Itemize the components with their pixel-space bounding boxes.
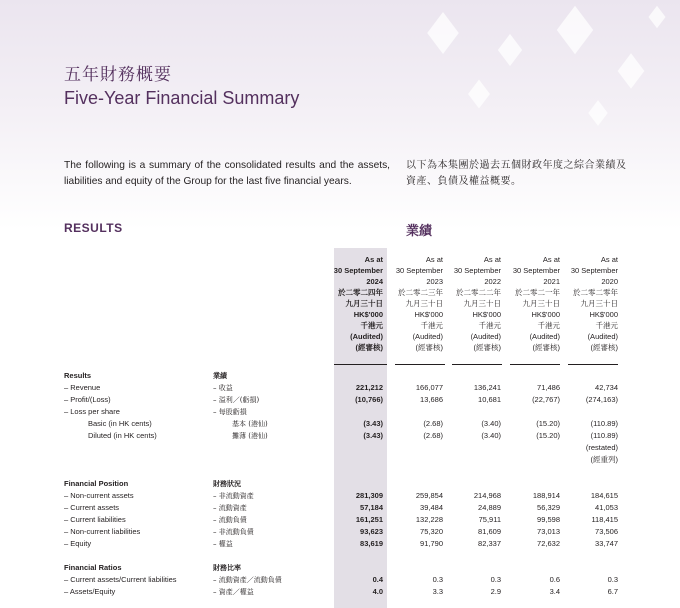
- cell-value: (274,163): [585, 395, 618, 404]
- row-label: – Current liabilities: [64, 515, 126, 524]
- cell-value: 56,329: [537, 503, 560, 512]
- column-header: [560, 254, 618, 353]
- cell-value: 136,241: [473, 383, 501, 392]
- column-header-line: 2023: [426, 277, 443, 286]
- decor-cube: [588, 100, 607, 126]
- column-header-line: As at: [600, 255, 618, 264]
- intro-text: The following is a summary of the consolidated results and the assets, liabilities and equity of the Group for the last five financial years.: [64, 160, 390, 187]
- column-header-line: (經審核): [590, 343, 618, 352]
- column-header-line: (Audited): [529, 332, 560, 341]
- table-row: [0, 586, 680, 598]
- column-header-line: 2020: [601, 277, 618, 286]
- cell-value: 24,889: [478, 503, 501, 512]
- column-header-line: (Audited): [350, 332, 383, 341]
- row-label-zh: 財務狀況: [213, 480, 241, 488]
- column-header-line: (Audited): [587, 332, 618, 341]
- cell-value: 259,854: [415, 491, 443, 500]
- cell-value: 3.4: [549, 587, 560, 596]
- table-row: [0, 490, 680, 502]
- column-header-line: 於二零二二年: [456, 288, 501, 297]
- header-rule: [568, 364, 618, 365]
- cell-value: (3.40): [481, 419, 501, 428]
- cell-value: 166,077: [415, 383, 443, 392]
- row-label-zh: – 資產／權益: [213, 588, 254, 596]
- column-header: [325, 254, 383, 353]
- cell-value: 83,619: [360, 539, 383, 548]
- column-header-line: 千港元: [360, 321, 383, 330]
- decor-cube: [468, 79, 490, 108]
- row-label: Financial Ratios: [64, 563, 122, 572]
- cell-value: 33,747: [595, 539, 618, 548]
- cell-value: 214,968: [473, 491, 501, 500]
- column-header-line: 九月三十日: [463, 299, 501, 308]
- cell-value: (2.68): [423, 419, 443, 428]
- column-header-line: 30 September: [512, 266, 560, 275]
- table-row: [0, 502, 680, 514]
- cell-value: 0.3: [432, 575, 443, 584]
- header-rule: [395, 364, 445, 365]
- intro-text-zh: 以下為本集團於過去五個財政年度之綜合業績及資產、負債及權益概要。: [406, 160, 627, 187]
- column-header-line: 30 September: [395, 266, 443, 275]
- column-header-line: 九月三十日: [345, 299, 383, 308]
- row-label-zh: – 每股虧損: [213, 408, 247, 416]
- row-label: – Non-current liabilities: [64, 527, 141, 536]
- column-header-line: 於二零二一年: [515, 288, 560, 297]
- column-header-line: HK$'000: [531, 310, 560, 319]
- row-label: – Current assets: [64, 503, 120, 512]
- table-row: [0, 406, 680, 418]
- cell-value: 82,337: [478, 539, 501, 548]
- cell-value: 75,320: [420, 527, 443, 536]
- header-rule: [510, 364, 560, 365]
- row-label-zh: – 流動資產: [213, 504, 247, 512]
- row-label-zh: 財務比率: [213, 564, 241, 572]
- table-row: [0, 394, 680, 406]
- cell-value: 0.6: [549, 575, 560, 584]
- column-header-line: 2024: [366, 277, 383, 286]
- section-heading-zh: 業績: [406, 224, 433, 239]
- column-header-line: 於二零二三年: [398, 288, 443, 297]
- cell-value: 57,184: [360, 503, 383, 512]
- table-row: [0, 562, 680, 574]
- column-header-line: As at: [542, 255, 560, 264]
- table-row: [0, 430, 680, 442]
- column-header-line: HK$'000: [414, 310, 443, 319]
- column-header-line: As at: [364, 255, 383, 264]
- cell-value: 10,681: [478, 395, 501, 404]
- cell-value: 161,251: [355, 515, 383, 524]
- column-header-line: (經審核): [415, 343, 443, 352]
- column-header-line: 30 September: [570, 266, 618, 275]
- header-background: [0, 0, 680, 230]
- cell-value: (restated): [585, 443, 618, 452]
- column-header-line: (Audited): [470, 332, 501, 341]
- row-label: – Loss per share: [64, 407, 120, 416]
- column-header-line: 30 September: [333, 266, 383, 275]
- column-header-line: 千港元: [537, 321, 560, 330]
- cell-value: 72,632: [537, 539, 560, 548]
- cell-value: 6.7: [607, 587, 618, 596]
- row-label: – Profit/(Loss): [64, 395, 111, 404]
- section-heading: RESULTS: [64, 221, 123, 235]
- cell-value: 188,914: [532, 491, 560, 500]
- row-label: Results: [64, 371, 92, 380]
- table-row: [0, 538, 680, 550]
- row-label: – Equity: [64, 539, 92, 548]
- cell-value: 118,415: [591, 515, 618, 524]
- cell-value: 75,911: [478, 515, 501, 524]
- cell-value: 0.3: [607, 575, 618, 584]
- column-header-line: As at: [483, 255, 501, 264]
- row-label-zh: 業績: [213, 372, 227, 380]
- column-header-line: 千港元: [595, 321, 618, 330]
- row-label: – Non-current assets: [64, 491, 134, 500]
- column-header: [502, 254, 560, 353]
- cell-value: (3.43): [363, 431, 383, 440]
- cell-value: 184,615: [590, 491, 618, 500]
- table-row: [0, 514, 680, 526]
- decor-cube: [618, 53, 645, 88]
- page-title-zh: 五年財務概要: [64, 65, 172, 85]
- cell-value: 13,686: [420, 395, 443, 404]
- cell-value: 41,053: [595, 503, 618, 512]
- column-header-line: 千港元: [420, 321, 443, 330]
- column-header-line: 千港元: [478, 321, 501, 330]
- cell-value: 71,486: [537, 383, 560, 392]
- column-header-line: 於二零二零年: [573, 288, 618, 297]
- column-header-line: 於二零二四年: [338, 288, 383, 297]
- table-row: [0, 442, 680, 454]
- header-rule: [334, 364, 387, 365]
- table-row: [0, 370, 680, 382]
- column-header: [385, 254, 443, 353]
- row-label-zh: – 非流動資產: [213, 492, 254, 500]
- cell-value: 281,309: [355, 491, 383, 500]
- cell-value: (110.89): [590, 419, 618, 428]
- decor-cube: [427, 12, 459, 54]
- table-row: [0, 478, 680, 490]
- row-label: Financial Position: [64, 479, 129, 488]
- column-header: [443, 254, 501, 353]
- table-row: [0, 574, 680, 586]
- column-header-line: 2022: [484, 277, 501, 286]
- cell-value: (15.20): [536, 431, 560, 440]
- row-label-zh: – 收益: [213, 384, 233, 392]
- cell-value: 132,228: [415, 515, 443, 524]
- column-header-line: 30 September: [453, 266, 501, 275]
- row-label-zh: – 溢利／(虧損): [213, 396, 260, 404]
- table-row: [0, 382, 680, 394]
- cell-value: 39,484: [420, 503, 443, 512]
- cell-value: (10,766): [355, 395, 383, 404]
- cell-value: 93,623: [360, 527, 383, 536]
- column-header-line: HK$'000: [353, 310, 383, 319]
- row-label-zh: – 流動負債: [213, 516, 247, 524]
- decor-cube: [648, 6, 665, 29]
- cell-value: 42,734: [595, 383, 618, 392]
- column-header-line: 2021: [543, 277, 560, 286]
- row-label-zh: – 權益: [213, 540, 233, 548]
- cell-value: 4.0: [372, 587, 383, 596]
- column-header-line: (經審核): [355, 343, 383, 352]
- decor-cube: [557, 6, 593, 54]
- row-label: Diluted (in HK cents): [88, 431, 157, 440]
- column-header-line: 九月三十日: [580, 299, 618, 308]
- row-label-zh: 基本 (港仙): [232, 420, 268, 428]
- row-label-zh: – 流動資產／流動負債: [213, 576, 282, 584]
- cell-value: (經重列): [590, 455, 618, 464]
- row-label: – Current assets/Current liabilities: [64, 575, 177, 584]
- table-row: [0, 526, 680, 538]
- row-label: – Revenue: [64, 383, 101, 392]
- cell-value: 221,212: [355, 383, 383, 392]
- column-header-line: 九月三十日: [522, 299, 560, 308]
- row-label: – Assets/Equity: [64, 587, 116, 596]
- table-row: [0, 454, 680, 466]
- cell-value: (2.68): [423, 431, 443, 440]
- column-header-line: (經審核): [473, 343, 501, 352]
- column-header-line: 九月三十日: [405, 299, 443, 308]
- row-label-zh: – 非流動負債: [213, 528, 254, 536]
- column-header-line: HK$'000: [472, 310, 501, 319]
- cell-value: 73,506: [595, 527, 618, 536]
- page-title: Five-Year Financial Summary: [64, 88, 300, 108]
- cell-value: (3.40): [481, 431, 501, 440]
- column-header-line: (經審核): [532, 343, 560, 352]
- table-row: [0, 418, 680, 430]
- cell-value: 3.3: [432, 587, 443, 596]
- column-header-line: HK$'000: [589, 310, 618, 319]
- column-header-line: (Audited): [412, 332, 443, 341]
- cell-value: (22,767): [532, 395, 560, 404]
- header-rule: [452, 364, 502, 365]
- cell-value: 0.4: [372, 575, 383, 584]
- cell-value: 2.9: [490, 587, 501, 596]
- cell-value: 81,609: [478, 527, 501, 536]
- cell-value: 0.3: [490, 575, 501, 584]
- row-label: Basic (in HK cents): [88, 419, 152, 428]
- cell-value: (15.20): [536, 419, 560, 428]
- decor-cube: [498, 34, 522, 66]
- row-label-zh: 攤薄 (港仙): [232, 432, 268, 440]
- cell-value: 73,013: [537, 527, 560, 536]
- cell-value: (3.43): [363, 419, 383, 428]
- cell-value: 91,790: [420, 539, 443, 548]
- cell-value: 99,598: [537, 515, 560, 524]
- cell-value: (110.89): [590, 431, 618, 440]
- column-header-line: As at: [425, 255, 443, 264]
